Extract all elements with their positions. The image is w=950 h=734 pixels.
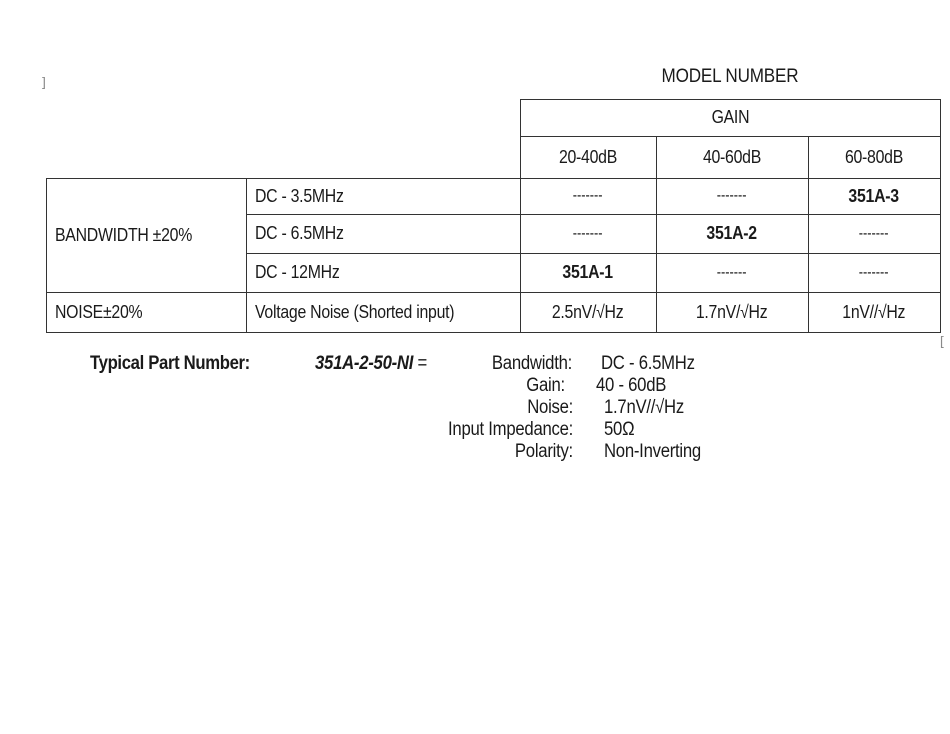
table-cell-empty: ------- — [717, 263, 747, 281]
bandwidth-label: BANDWIDTH ±20% — [55, 224, 193, 245]
spec-key: Noise: — [527, 397, 573, 418]
model-number-title: MODEL NUMBER — [661, 66, 799, 87]
gain-column-header: 60-80dB — [844, 146, 904, 167]
spec-key: Input Impedance: — [448, 419, 573, 440]
spec-value: 50Ω — [604, 419, 635, 440]
spec-value: 1.7nV//√Hz — [604, 397, 684, 418]
spec-value: Non-Inverting — [604, 441, 701, 462]
model-number-cell: 351A-3 — [848, 185, 900, 206]
gain-column-header: 20-40dB — [558, 146, 618, 167]
noise-description: Voltage Noise (Shorted input) — [255, 301, 455, 322]
table-cell-empty: ------- — [859, 263, 889, 281]
spec-value: 40 - 60dB — [596, 375, 667, 396]
noise-value: 1nV//√Hz — [842, 301, 906, 322]
noise-value: 2.5nV/√Hz — [552, 301, 624, 322]
bracket-mark-right: [ — [938, 335, 946, 350]
table-cell-empty: ------- — [573, 187, 603, 204]
gain-column-header: 40-60dB — [702, 146, 762, 167]
typical-part-label: Typical Part Number: — [90, 353, 250, 374]
model-number-cell: 351A-1 — [562, 262, 614, 282]
equals-sign: = — [413, 353, 428, 374]
model-number-cell: 351A-2 — [706, 223, 758, 243]
spec-key: Bandwidth: — [491, 353, 572, 374]
table-cell-empty: ------- — [717, 187, 747, 204]
bandwidth-range: DC - 6.5MHz — [255, 223, 344, 243]
gain-header: GAIN — [711, 107, 749, 127]
table-cell-empty: ------- — [573, 224, 603, 242]
bandwidth-range: DC - 3.5MHz — [255, 185, 344, 206]
part-number-code: 351A-2-50-NI — [315, 353, 414, 374]
bandwidth-range: DC - 12MHz — [255, 262, 340, 282]
spec-value: DC - 6.5MHz — [601, 353, 695, 374]
bracket-mark-left: ] — [40, 76, 48, 91]
noise-label: NOISE±20% — [55, 301, 143, 322]
noise-value: 1.7nV/√Hz — [696, 301, 768, 322]
spec-key: Gain: — [526, 375, 565, 396]
table-cell-empty: ------- — [859, 224, 889, 242]
spec-key: Polarity: — [514, 441, 573, 462]
typical-part-number — [315, 353, 427, 375]
